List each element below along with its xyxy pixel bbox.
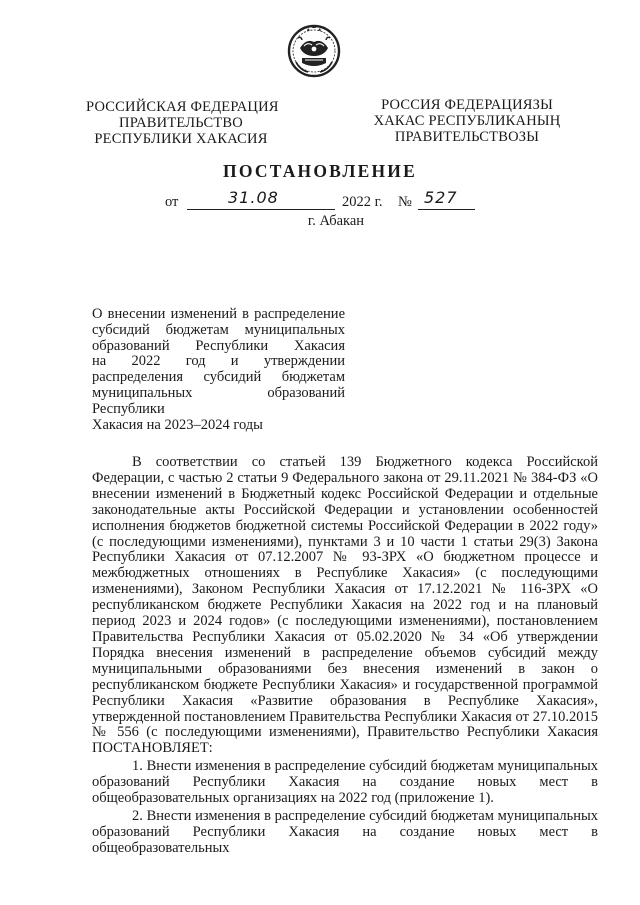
header-left-line: РОССИЙСКАЯ ФЕДЕРАЦИЯ [86,99,279,115]
subject-line: субсидий бюджетам муниципальных [92,321,345,338]
subject-line: на 2022 год и утверждении [92,353,345,370]
body-paragraph-item-2: 2. Внести изменения в распределение субсидий бюджетам муниципальных образований Республики Хакасия на создание новых мест в общеобразовательных [92,807,598,856]
document-title: ПОСТАНОВЛЕНИЕ [223,161,417,181]
subject-line: образований Республики Хакасия [92,337,345,354]
body-paragraph-preamble: В соответствии со статьей 139 Бюджетного кодекса Российской Федерации, с частью 2 статьи 9 Федерального закона от 29.11.2021 № 384-ФЗ «О внесении изменений в Бюджетный кодекс Российской Федерации и отдельные законодательные акты Российской Федерации и установлении особенностей исполнения бюджетов бюджетной системы Российской Федерации в 2022 году» (с последующими изменениями), пунктами 3 и 10 части 1 статьи 29(3) Закона Республики Хакасия от 07.12.2007 № 93-ЗРХ «О бюджетном процессе и межбюджетных отношениях в Республике Хакасия» (с последующими изменениями), Законом Республики Хакасия от 17.12.2021 № 116-ЗРХ «О республиканском бюджете Республики Хакасия на 2022 год и на плановый период 2023 и 2024 годов» (с последующими изменениями), постановлением Правительства Республики Хакасия от 05.02.2020 № 34 «Об утверждении Порядка внесения изменений в распределение объемов субсидий между муниципальными образованиями без внесения изменений в закон о республиканском бюджете Республики Хакасия» и государственной программой Республики Хакасия «Развитие образования в Республике Хакасия», утвержденной постановлением Правительства Республики Хакасия от 27.10.2015 № 556 (с последующими изменениями), Правительство Республики Хакасия ПОСТАНОВЛЯЕТ: [92,454,598,757]
header-left-line: РЕСПУБЛИКИ ХАКАСИЯ [94,131,268,147]
subject-line: Хакасия на 2023–2024 годы [92,416,263,433]
header-right-block [372,97,562,145]
number-sign-label: № [398,194,412,210]
document-body [92,455,598,857]
subject-line: распределения субсидий бюджетам [92,369,345,386]
city-label: г. Абакан [307,213,365,229]
body-paragraph-item-1: 1. Внести изменения в распределение субсидий бюджетам муниципальных образований Республики Хакасия на создание новых мест в общеобразовательных организациях на 2022 год (приложение 1). [92,758,598,807]
coat-of-arms-emblem [286,22,342,80]
subject-line: муниципальных образований Республики [92,384,345,417]
header-right-line: РОССИЯ ФЕДЕРАЦИЯЗЫ [381,97,553,113]
document-subject [92,307,345,433]
header-left-line: ПРАВИТЕЛЬСТВО [119,115,243,131]
subject-line: О внесении изменений в распределение [92,306,345,322]
handwritten-date: 31.08 [228,188,279,207]
header-right-line: ПРАВИТЕЛЬСТВОЗЫ [394,129,540,145]
header-right-line: ХАКАС РЕСПУБЛИКАНЫҢ [373,113,561,129]
handwritten-number: 527 [424,188,458,207]
header-left-block [86,99,279,147]
year-label: 2022 г. [342,194,383,210]
date-prefix-label: от [165,194,179,210]
